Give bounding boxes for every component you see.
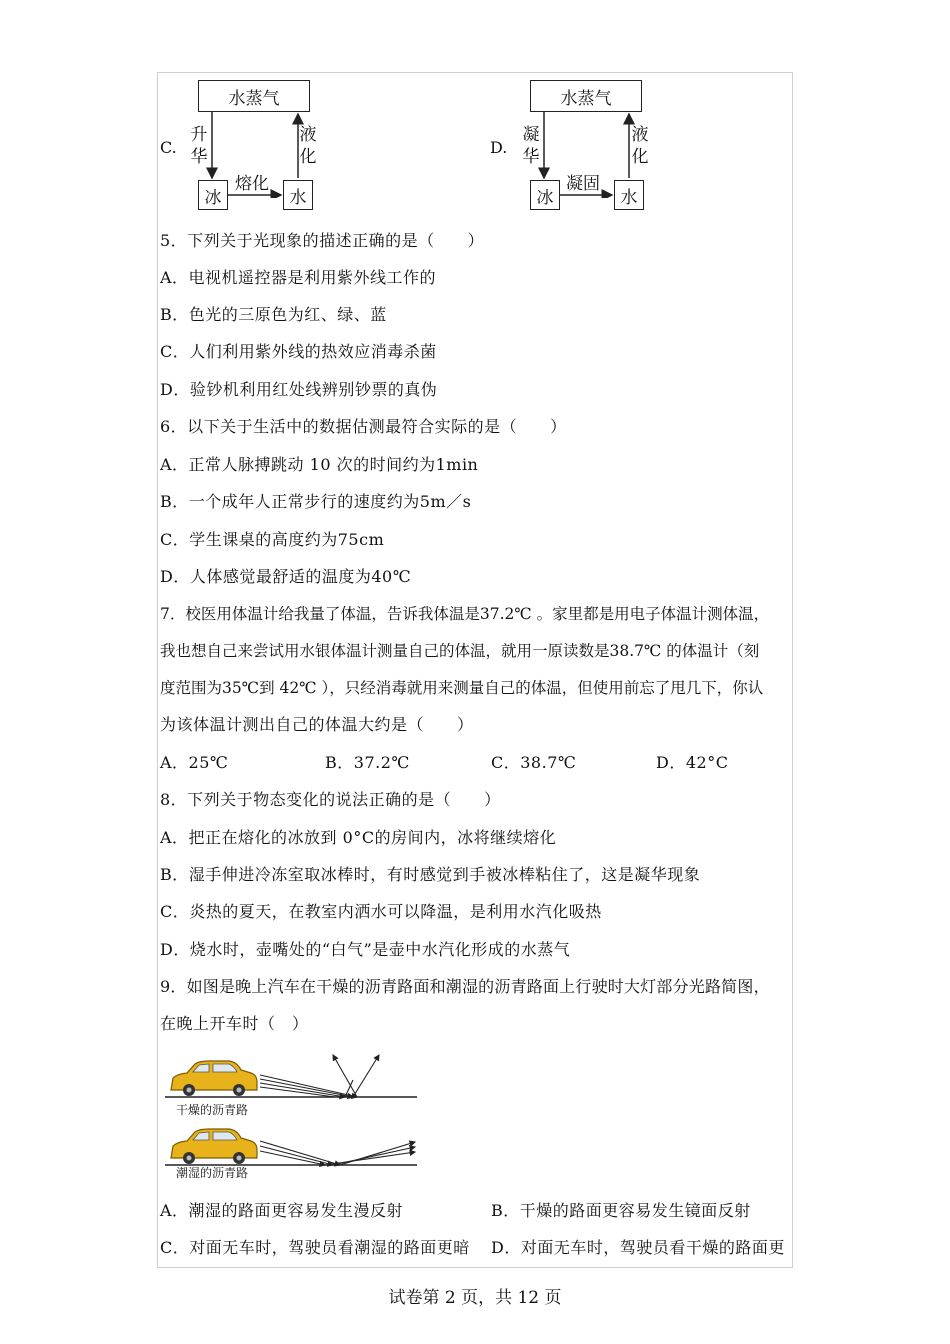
q4d-right-arrow-label: 液化: [631, 125, 649, 167]
q9-option-c: C．对面无车时，驾驶员看潮湿的路面更暗: [160, 1238, 470, 1257]
q4c-right-arrow-label: 液化: [299, 125, 317, 167]
car-icon: [171, 1129, 257, 1164]
q8-option-a: A．把正在熔化的冰放到 0°C的房间内，冰将继续熔化: [160, 828, 557, 847]
q9-line-2: 在晚上开车时（ ）: [160, 1014, 309, 1033]
q8-option-c: C．炎热的夏天，在教室内洒水可以降温，是利用水汽化吸热: [160, 902, 602, 921]
q6-option-a: A．正常人脉搏跳动 10 次的时间约为1min: [160, 455, 479, 474]
q9-option-a: A．潮湿的路面更容易发生漫反射: [160, 1201, 404, 1220]
q4d-bottom-arrow-label: 凝固: [566, 174, 600, 194]
q9-dry-road-label: 干燥的沥青路: [176, 1103, 249, 1117]
q4c-ice-box: 冰: [198, 180, 228, 210]
q7-line-1: 7．校医用体温计给我量了体温，告诉我体温是37.2℃ 。家里都是用电子体温计测体温，: [160, 605, 770, 623]
q8-option-b: B．湿手伸进冷冻室取冰棒时，有时感觉到手被冰棒粘住了，这是凝华现象: [160, 865, 701, 884]
q6-stem: 6．以下关于生活中的数据估测最符合实际的是（ ）: [160, 417, 567, 436]
q9-dry-road-figure: [165, 1050, 420, 1108]
q7-option-c: C．38.7℃: [491, 753, 577, 772]
q7-line-2: 我也想自己来尝试用水银体温计测量自己的体温，就用一原读数是38.7℃ 的体温计（刻: [160, 642, 760, 660]
q5-stem: 5．下列关于光现象的描述正确的是（ ）: [160, 231, 485, 250]
q4c-water-box: 水: [283, 180, 313, 210]
page-footer: 试卷第 2 页，共 12 页: [388, 1288, 562, 1308]
q9-option-d: D．对面无车时，驾驶员看干燥的路面更: [491, 1238, 785, 1257]
q9-wet-road-label: 潮湿的沥青路: [176, 1166, 249, 1180]
q5-option-b: B．色光的三原色为红、绿、蓝: [160, 305, 387, 324]
q4d-vapor-box: 水蒸气: [530, 80, 642, 112]
q5-option-c: C．人们利用紫外线的热效应消毒杀菌: [160, 342, 437, 361]
car-icon: [171, 1061, 257, 1096]
q9-line-1: 9．如图是晚上汽车在干燥的沥青路面和潮湿的沥青路面上行驶时大灯部分光路简图，: [160, 977, 770, 996]
q4-option-c-label: C.: [160, 138, 177, 157]
q7-option-b: B．37.2℃: [325, 753, 410, 772]
q4d-ice-box: 冰: [530, 180, 560, 210]
q7-option-d: D．42°C: [656, 753, 729, 772]
q4c-bottom-arrow-label: 熔化: [235, 174, 269, 194]
q4-option-d-label: D.: [490, 138, 508, 157]
q4c-vapor-box: 水蒸气: [198, 80, 310, 112]
q7-line-3: 度范围为35℃到 42℃ ），只经消毒就用来测量自己的体温，但使用前忘了甩几下，你认: [160, 679, 764, 697]
q7-option-a: A．25℃: [160, 753, 229, 772]
q4d-water-box: 水: [614, 180, 644, 210]
q8-stem: 8．下列关于物态变化的说法正确的是（ ）: [160, 790, 501, 809]
q9-option-b: B．干燥的路面更容易发生镜面反射: [491, 1201, 751, 1220]
q8-option-d: D．烧水时，壶嘴处的“白气”是壶中水汽化形成的水蒸气: [160, 940, 571, 959]
q6-option-d: D．人体感觉最舒适的温度为40℃: [160, 567, 412, 586]
q4c-left-arrow-label: 升华: [190, 125, 208, 167]
q5-option-d: D．验钞机利用红处线辨别钞票的真伪: [160, 380, 438, 399]
q5-option-a: A．电视机遥控器是利用紫外线工作的: [160, 268, 437, 287]
q7-line-4: 为该体温计测出自己的体温大约是（ ）: [160, 715, 474, 734]
q6-option-c: C．学生课桌的高度约为75cm: [160, 530, 385, 549]
q6-option-b: B．一个成年人正常步行的速度约为5m／s: [160, 492, 472, 511]
q4d-left-arrow-label: 凝华: [522, 125, 540, 167]
